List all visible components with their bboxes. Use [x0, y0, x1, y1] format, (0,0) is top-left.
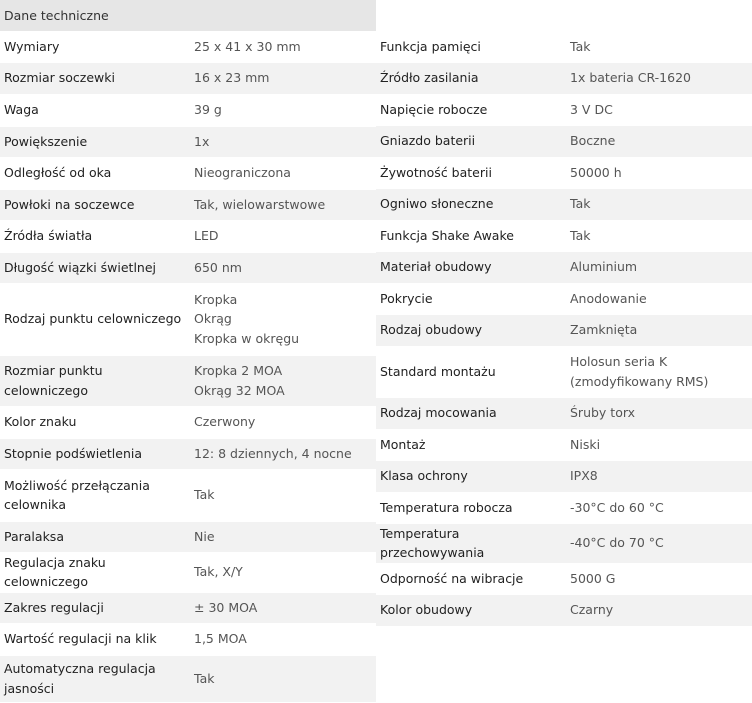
spec-value — [565, 157, 752, 188]
spec-row — [376, 188, 752, 220]
spec-value — [565, 188, 752, 220]
spec-value-line: Tak — [570, 196, 591, 212]
spec-value-line: Śruby torx — [570, 405, 636, 421]
spec-value — [189, 592, 376, 623]
spec-row — [376, 220, 752, 251]
spec-row — [0, 592, 376, 623]
spec-value-line: Czarny — [570, 602, 614, 618]
spec-row — [376, 523, 752, 563]
spec-row — [0, 189, 376, 220]
spec-label: Rodzaj punktu celowniczego — [0, 283, 189, 355]
section-header — [0, 0, 376, 31]
spec-value — [189, 521, 376, 552]
spec-label: Gniazdo baterii — [376, 125, 565, 157]
spec-value — [189, 157, 376, 189]
spec-row — [0, 31, 376, 62]
spec-row — [376, 314, 752, 346]
spec-label: Żywotność baterii — [376, 157, 565, 188]
spec-value — [189, 655, 376, 702]
specs-column-right — [376, 31, 752, 627]
spec-value-line: Okrąg — [194, 311, 232, 327]
spec-value-line: 650 nm — [194, 259, 242, 275]
spec-label: Źródła światła — [0, 220, 189, 252]
spec-row — [0, 655, 376, 702]
spec-row — [376, 492, 752, 523]
spec-row — [0, 521, 376, 552]
spec-row — [0, 126, 376, 157]
spec-value-line: Czerwony — [194, 414, 256, 430]
section-title: Dane techniczne — [4, 8, 109, 23]
spec-value-line: Anodowanie — [570, 290, 647, 306]
spec-row — [376, 157, 752, 188]
spec-value-line: Tak, X/Y — [194, 564, 243, 580]
spec-value-line: Tak — [570, 38, 591, 54]
spec-value-line: ± 30 MOA — [194, 599, 258, 615]
spec-label: Powłoki na soczewce — [0, 189, 189, 220]
spec-value — [565, 251, 752, 283]
spec-value — [189, 126, 376, 157]
spec-value — [189, 252, 376, 283]
spec-value-line: LED — [194, 228, 219, 244]
spec-value — [189, 355, 376, 406]
spec-value-line: -40°C do 70 °C — [570, 535, 664, 551]
spec-label: Waga — [0, 94, 189, 126]
spec-value — [565, 346, 752, 397]
spec-value-line: Kropka 2 MOA — [194, 363, 283, 378]
spec-value — [189, 62, 376, 94]
spec-value-line: Tak — [194, 487, 215, 503]
spec-value-line: Kropka — [194, 291, 238, 307]
specs-table-left — [0, 31, 376, 703]
spec-label: Funkcja pamięci — [376, 31, 565, 62]
spec-row — [376, 94, 752, 125]
spec-value — [189, 94, 376, 126]
spec-label: Rodzaj mocowania — [376, 397, 565, 429]
spec-row — [0, 283, 376, 355]
spec-row — [0, 438, 376, 469]
spec-label: Stopnie podświetlenia — [0, 438, 189, 469]
spec-label: Automatyczna regulacja jasności — [0, 655, 189, 702]
spec-value — [189, 220, 376, 252]
spec-value-line: 50000 h — [570, 164, 622, 180]
spec-value — [565, 523, 752, 563]
spec-row — [0, 62, 376, 94]
spec-row — [0, 623, 376, 655]
spec-label: Klasa ochrony — [376, 460, 565, 492]
spec-value-line: Holosun seria K — [570, 354, 668, 369]
spec-value — [189, 31, 376, 62]
spec-value — [565, 31, 752, 62]
spec-row — [376, 125, 752, 157]
spec-label: Napięcie robocze — [376, 94, 565, 125]
spec-value — [565, 125, 752, 157]
spec-label: Materiał obudowy — [376, 251, 565, 283]
spec-row — [0, 552, 376, 592]
spec-row — [376, 283, 752, 314]
spec-value-line: Zamknięta — [570, 322, 638, 338]
spec-value — [565, 94, 752, 125]
spec-value — [189, 189, 376, 220]
spec-label: Montaż — [376, 429, 565, 460]
spec-row — [0, 252, 376, 283]
spec-value-line: Kropka w okręgu — [194, 330, 300, 346]
spec-value — [189, 406, 376, 438]
spec-value-line: 12: 8 dziennych, 4 nocne — [194, 445, 352, 461]
spec-value-line: Nieograniczona — [194, 165, 291, 181]
specs-table-right — [376, 31, 752, 627]
spec-label: Standard montażu — [376, 346, 565, 397]
spec-label: Rodzaj obudowy — [376, 314, 565, 346]
spec-value-line: 1,5 MOA — [194, 631, 247, 647]
spec-label: Odległość od oka — [0, 157, 189, 189]
spec-row — [376, 397, 752, 429]
spec-value — [565, 62, 752, 94]
spec-value — [565, 429, 752, 460]
spec-label: Funkcja Shake Awake — [376, 220, 565, 251]
spec-value — [189, 552, 376, 592]
spec-value-line: Tak — [570, 227, 591, 243]
spec-value — [565, 460, 752, 492]
spec-label: Kolor obudowy — [376, 594, 565, 626]
spec-value — [565, 220, 752, 251]
spec-value-line: -30°C do 60 °C — [570, 499, 664, 515]
spec-label: Możliwość przełączania celownika — [0, 469, 189, 521]
spec-value-line: 25 x 41 x 30 mm — [194, 38, 301, 54]
spec-row — [376, 429, 752, 460]
spec-label: Temperatura robocza — [376, 492, 565, 523]
spec-row — [376, 563, 752, 594]
spec-label: Zakres regulacji — [0, 592, 189, 623]
spec-row — [0, 94, 376, 126]
spec-label: Powiększenie — [0, 126, 189, 157]
spec-label: Wartość regulacji na klik — [0, 623, 189, 655]
spec-value-line: Nie — [194, 528, 215, 544]
spec-value-line: (zmodyfikowany RMS) — [570, 373, 709, 389]
spec-label: Regulacja znaku celowniczego — [0, 552, 189, 592]
spec-value — [565, 594, 752, 626]
spec-value-line: 39 g — [194, 102, 222, 118]
spec-value — [565, 314, 752, 346]
spec-value-line: 1x bateria CR-1620 — [570, 70, 691, 86]
spec-label: Wymiary — [0, 31, 189, 62]
spec-value — [189, 623, 376, 655]
spec-row — [0, 157, 376, 189]
spec-label: Pokrycie — [376, 283, 565, 314]
spec-value — [565, 492, 752, 523]
spec-row — [376, 62, 752, 94]
spec-value — [189, 469, 376, 521]
spec-label: Paralaksa — [0, 521, 189, 552]
spec-label: Długość wiązki świetlnej — [0, 252, 189, 283]
spec-row — [376, 251, 752, 283]
spec-value-line: Tak — [194, 670, 215, 686]
spec-value — [189, 438, 376, 469]
spec-row — [0, 220, 376, 252]
spec-value-line: IPX8 — [570, 468, 598, 484]
spec-value — [189, 283, 376, 355]
spec-label: Odporność na wibracje — [376, 563, 565, 594]
spec-value-line: 5000 G — [570, 570, 616, 586]
spec-value-line: 16 x 23 mm — [194, 70, 270, 86]
spec-row — [376, 346, 752, 397]
spec-row — [0, 355, 376, 406]
spec-label: Źródło zasilania — [376, 62, 565, 94]
spec-value-line: Okrąg 32 MOA — [194, 382, 285, 398]
spec-value — [565, 397, 752, 429]
spec-value — [565, 563, 752, 594]
spec-label: Kolor znaku — [0, 406, 189, 438]
spec-value-line: Niski — [570, 436, 601, 452]
spec-value — [565, 283, 752, 314]
spec-row — [0, 469, 376, 521]
spec-row — [376, 460, 752, 492]
spec-label: Rozmiar punktu celowniczego — [0, 355, 189, 406]
spec-row — [376, 31, 752, 62]
spec-label: Rozmiar soczewki — [0, 62, 189, 94]
spec-row — [376, 594, 752, 626]
spec-value-line: Boczne — [570, 133, 616, 149]
spec-value-line: Tak, wielowarstwowe — [194, 196, 326, 212]
spec-value-line: Aluminium — [570, 259, 638, 275]
spec-value-line: 1x — [194, 133, 210, 149]
spec-label: Ogniwo słoneczne — [376, 188, 565, 220]
spec-row — [0, 406, 376, 438]
spec-label: Temperatura przechowywania — [376, 523, 565, 563]
spec-value-line: 3 V DC — [570, 101, 613, 117]
